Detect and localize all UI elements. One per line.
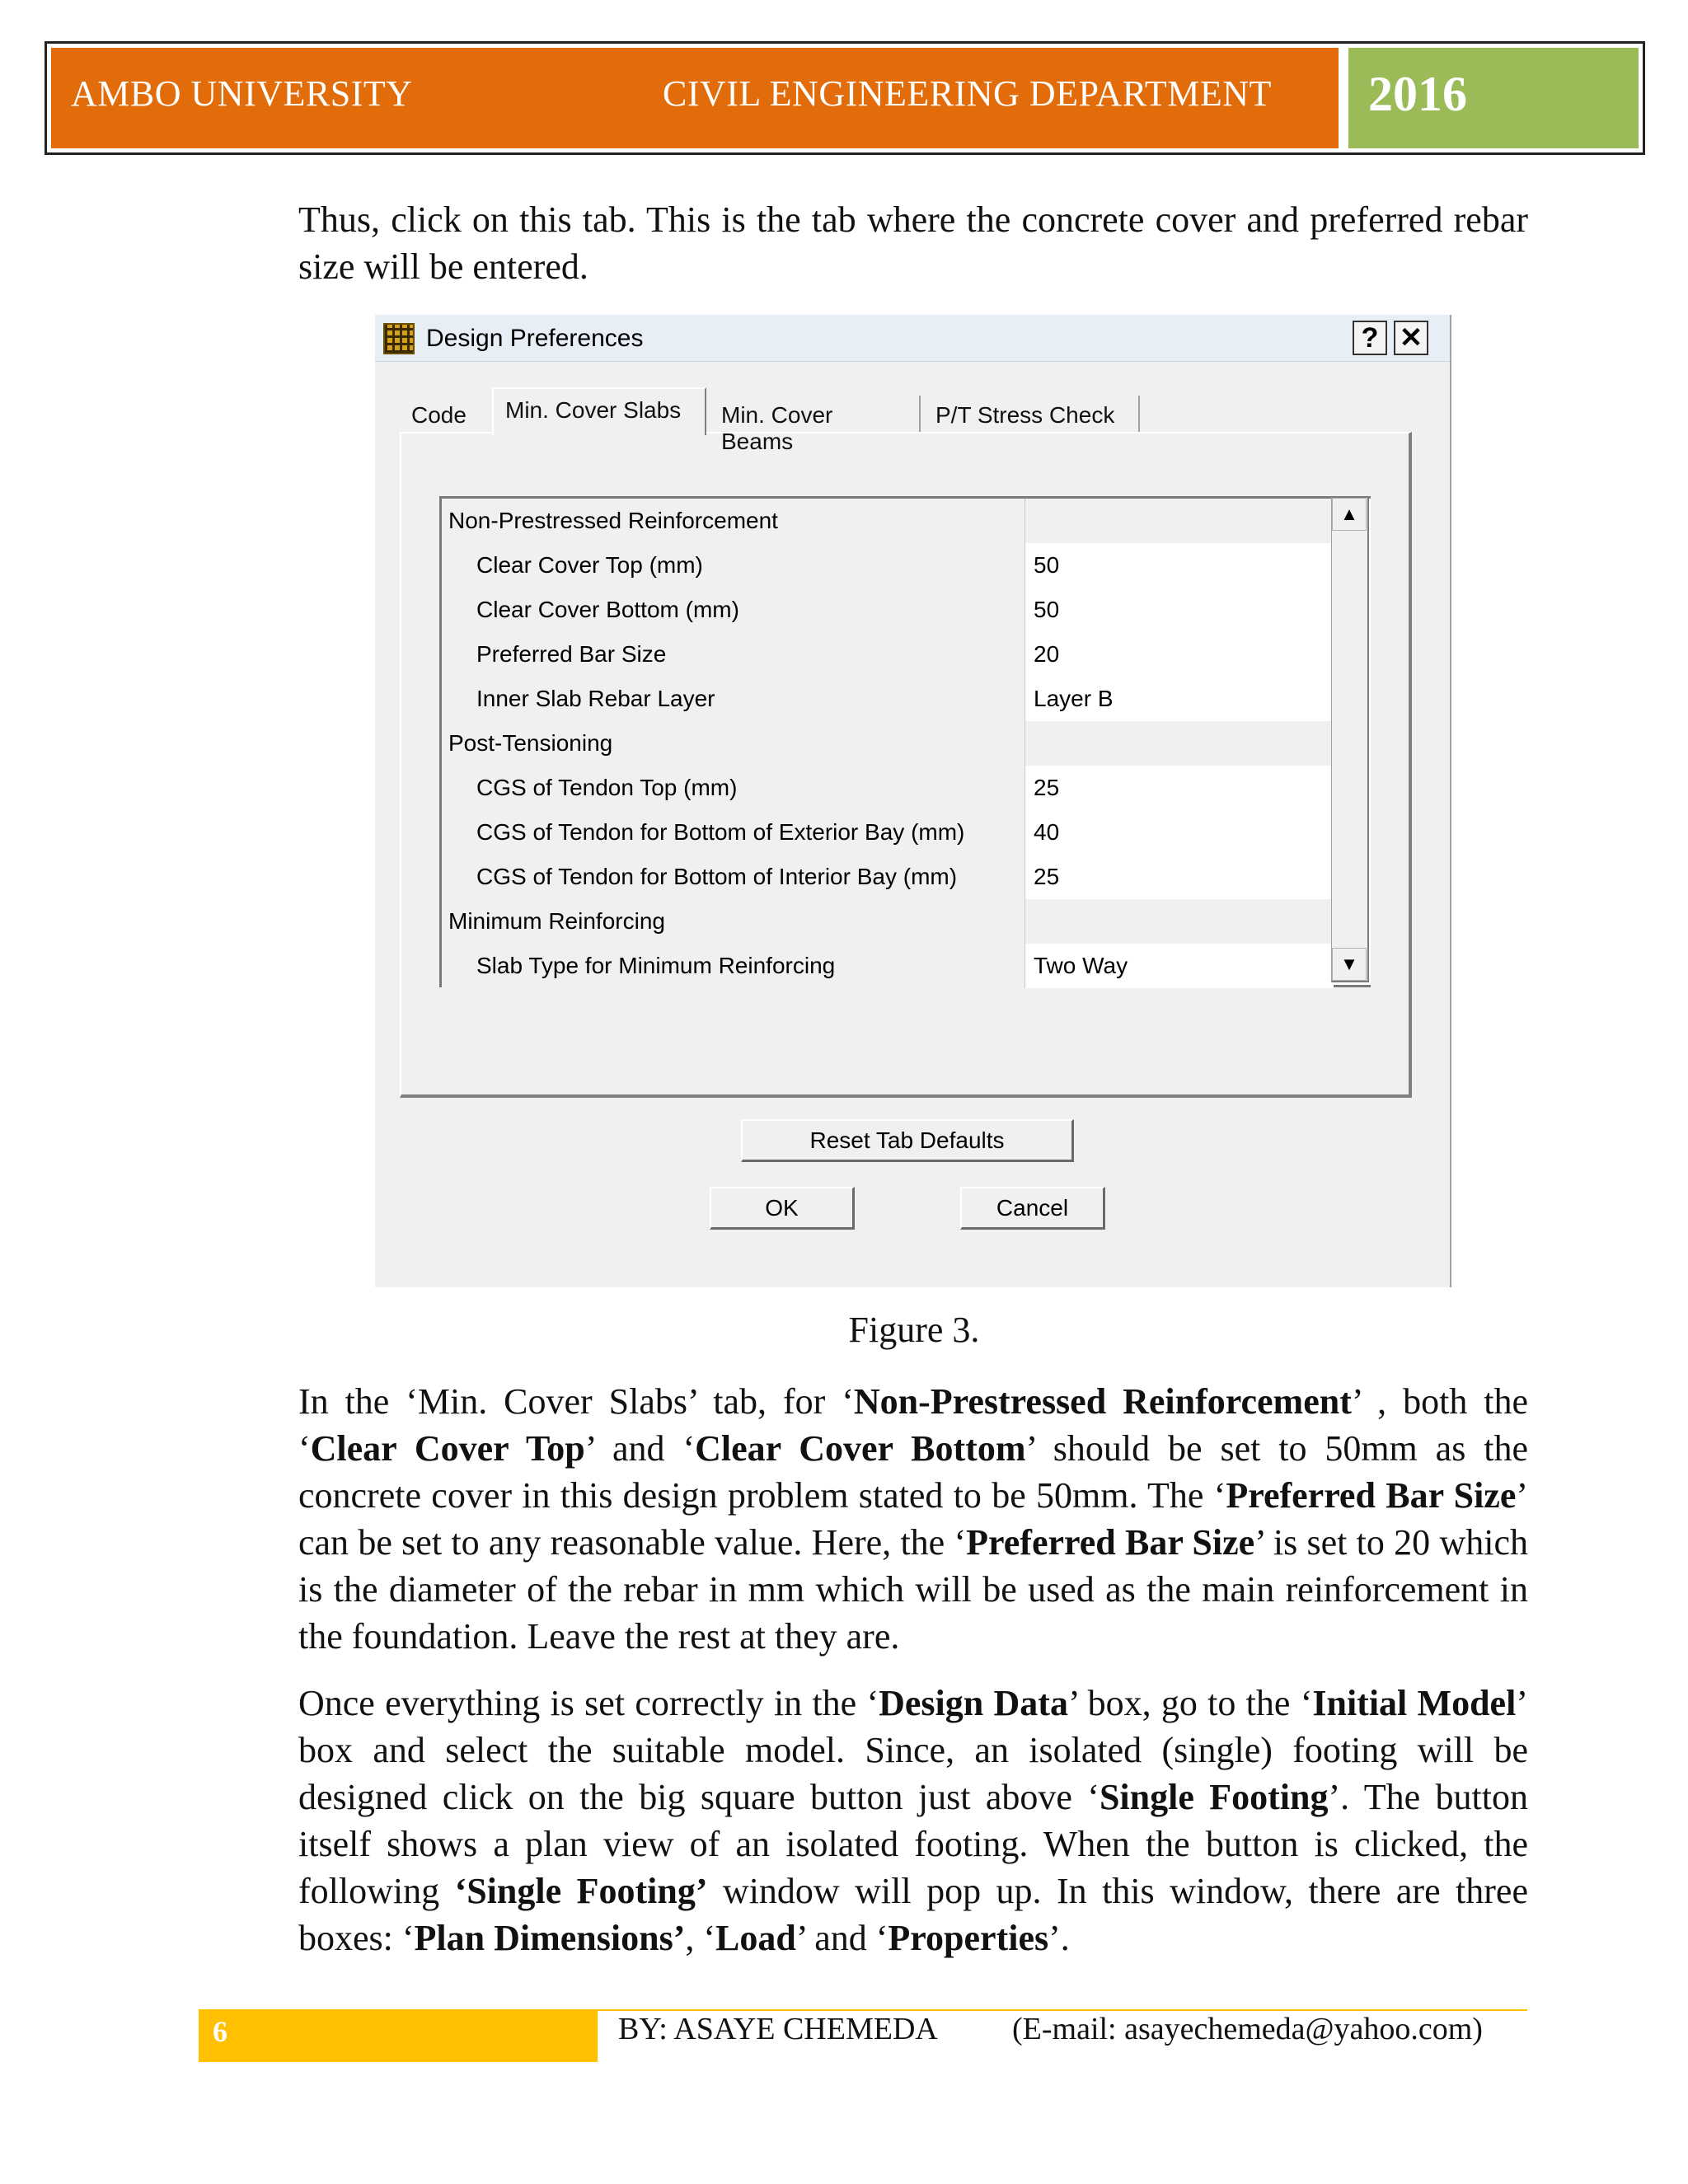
grid-row-cgs-tendon-top[interactable] (442, 766, 1334, 811)
grid-row-label: CGS of Tendon Top (mm) (442, 766, 1025, 810)
text-run: , ‘ (685, 1918, 716, 1958)
header-department: CIVIL ENGINEERING DEPARTMENT (663, 73, 1272, 114)
grid-row-label: Non-Prestressed Reinforcement (442, 499, 1025, 543)
grid-row-clear-cover-top[interactable] (442, 543, 1334, 588)
design-preferences-dialog (375, 315, 1451, 1287)
grid-row-clear-cover-bottom[interactable] (442, 588, 1334, 633)
dialog-title: Design Preferences (426, 325, 644, 352)
grid-row-cgs-tendon-interior[interactable] (442, 855, 1334, 900)
text-run: ’ , both the ‘ (298, 1381, 1528, 1469)
dialog-titlebar (375, 315, 1450, 362)
text-run: ’ is set to 20 which is the diameter of the rebar in mm which will be used as the main reinforcement in the foundation. Leave the rest at they are. (298, 1522, 1529, 1657)
grid-row-non-prestressed-header (442, 499, 1334, 544)
cgs-tendon-interior-field[interactable]: 25 (1025, 855, 1334, 899)
figure-caption: Figure 3. (848, 1310, 980, 1350)
grid-row-inner-slab-rebar-layer[interactable] (442, 677, 1334, 722)
grid-row-preferred-bar-size[interactable] (442, 632, 1334, 677)
paragraph-min-cover (298, 1378, 1528, 1660)
clear-cover-bottom-field[interactable]: 50 (1025, 588, 1334, 632)
grid-row-label: Post-Tensioning (442, 721, 1025, 766)
grid-row-label: Inner Slab Rebar Layer (442, 677, 1025, 721)
bold-term: Preferred Bar Size (966, 1522, 1255, 1563)
text-run: ’. The button itself shows a plan view of an isolated footing. When the button is clicked, the following (298, 1777, 1528, 1911)
bold-term: Single Footing (1099, 1777, 1329, 1817)
grid-row-value (1025, 721, 1334, 766)
grid-row-label: CGS of Tendon for Bottom of Exterior Bay (mm) (442, 810, 1025, 855)
bold-term: ‘Single Footing’ (454, 1871, 708, 1911)
help-button[interactable]: ? (1353, 321, 1387, 355)
grid-row-value (1025, 899, 1334, 944)
grid-row-cgs-tendon-exterior[interactable] (442, 810, 1334, 855)
grid-row-post-tensioning-header (442, 721, 1334, 766)
bold-term: Design Data (879, 1683, 1068, 1723)
text-run: Once everything is set correctly in the ‘ (298, 1683, 879, 1723)
reset-tab-defaults-button[interactable]: Reset Tab Defaults (741, 1119, 1074, 1162)
bold-term: Plan Dimensions’ (414, 1918, 686, 1958)
intro-paragraph: Thus, click on this tab. This is the tab where the concrete cover and preferred rebar size will be entered. (298, 199, 1528, 287)
cgs-tendon-top-field[interactable]: 25 (1025, 766, 1334, 810)
header-year: 2016 (1368, 67, 1467, 121)
bold-term: Clear Cover Top (310, 1428, 585, 1469)
bold-term: Properties (888, 1918, 1049, 1958)
footer-page-band (199, 2009, 598, 2062)
preferred-bar-size-field[interactable]: 20 (1025, 632, 1334, 677)
text-run: ’ should be set to 50mm as the concrete cover in this design problem stated to be 50mm. The ‘ (298, 1428, 1528, 1516)
clear-cover-top-field[interactable]: 50 (1025, 543, 1334, 588)
inner-slab-rebar-layer-field[interactable]: Layer B (1025, 677, 1334, 721)
text-run: ’ and ‘ (584, 1428, 696, 1469)
close-button[interactable]: ✕ (1394, 321, 1428, 355)
tab-code[interactable]: Code (400, 396, 489, 434)
bold-term: Preferred Bar Size (1226, 1475, 1517, 1516)
page-number: 6 (213, 2015, 227, 2048)
grid-row-label: CGS of Tendon for Bottom of Interior Bay (mm) (442, 855, 1025, 899)
grid-row-label: Preferred Bar Size (442, 632, 1025, 677)
grid-row-slab-type[interactable] (442, 944, 1334, 988)
text-run: ’. (1048, 1918, 1070, 1958)
header-university: AMBO UNIVERSITY (71, 73, 413, 114)
cancel-button[interactable]: Cancel (960, 1187, 1105, 1230)
text-run: ’ box, go to the ‘ (1067, 1683, 1313, 1723)
grid-row-value (1025, 499, 1334, 543)
text-run: ’ and ‘ (795, 1918, 889, 1958)
bold-term: Clear Cover Bottom (695, 1428, 1026, 1469)
grid-row-minimum-reinforcing-header (442, 899, 1334, 944)
text-run: ’ box and select the suitable model. Since, an isolated (single) footing will be designed click on the big square button just above ‘ (298, 1683, 1528, 1817)
app-grid-icon (383, 323, 415, 354)
property-grid (439, 496, 1371, 987)
grid-row-label: Clear Cover Top (mm) (442, 543, 1025, 588)
tab-pt-stress-check[interactable]: P/T Stress Check (924, 396, 1140, 434)
ok-button[interactable]: OK (710, 1187, 855, 1230)
grid-row-label: Clear Cover Bottom (mm) (442, 588, 1025, 632)
slab-type-field[interactable]: Two Way (1025, 944, 1334, 988)
footer-email: (E-mail: asayechemeda@yahoo.com) (1012, 2012, 1483, 2046)
paragraph-initial-model (298, 1680, 1528, 1961)
grid-scrollbar[interactable] (1331, 496, 1369, 982)
tab-min-cover-beams[interactable]: Min. Cover Beams (710, 396, 921, 434)
text-run: In the ‘Min. Cover Slabs’ tab, for ‘ (298, 1381, 854, 1422)
bold-term: Non-Prestressed Reinforcement (853, 1381, 1352, 1422)
scroll-down-arrow-icon[interactable]: ▼ (1332, 948, 1367, 981)
scroll-up-arrow-icon[interactable]: ▲ (1332, 498, 1367, 531)
bold-term: Load (715, 1918, 796, 1958)
text-run: window will pop up. In this window, there are three boxes: ‘ (298, 1871, 1528, 1958)
tab-min-cover-slabs[interactable]: Min. Cover Slabs (492, 387, 706, 435)
grid-row-label: Slab Type for Minimum Reinforcing (442, 944, 1025, 988)
grid-row-label: Minimum Reinforcing (442, 899, 1025, 944)
cgs-tendon-exterior-field[interactable]: 40 (1025, 810, 1334, 855)
bold-term: Initial Model (1312, 1683, 1517, 1723)
footer-author: BY: ASAYE CHEMEDA (618, 2012, 938, 2046)
text-run: ’ can be set to any reasonable value. Here, the ‘ (298, 1475, 1529, 1563)
